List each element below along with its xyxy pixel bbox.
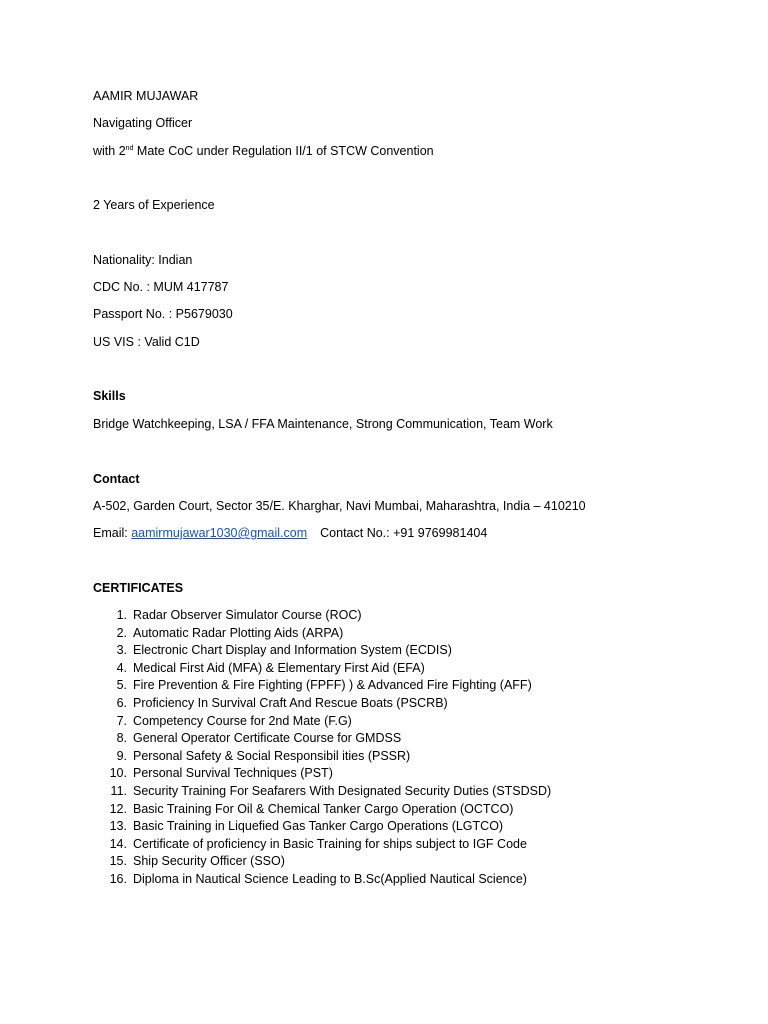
certificate-text: Diploma in Nautical Science Leading to B.Sc(Applied Nautical Science) [133, 871, 527, 886]
certificate-number: 4. [116, 660, 127, 675]
contact-address: A-502, Garden Court, Sector 35/E. Kharghar, Navi Mumbai, Maharashtra, India – 410210 [93, 499, 586, 513]
certificate-number: 2. [116, 625, 127, 640]
certificate-text: Certificate of proficiency in Basic Training for ships subject to IGF Code [133, 836, 527, 851]
certificate-text: Basic Training For Oil & Chemical Tanker Cargo Operation (OCTCO) [133, 801, 514, 816]
passport-number: Passport No. : P5679030 [93, 307, 233, 321]
candidate-role: Navigating Officer [93, 116, 193, 130]
certificate-number: 1. [116, 608, 127, 622]
contact-line [93, 525, 487, 541]
certificate-item [93, 801, 551, 819]
coc-superscript: nd [125, 144, 134, 152]
certificate-number: 5. [116, 678, 127, 693]
certificate-number: 15. [109, 854, 127, 869]
certificates-list [93, 607, 551, 889]
certificate-number: 16. [109, 871, 127, 886]
visa-status: US VIS : Valid C1D [93, 335, 200, 349]
certificate-item [93, 818, 551, 836]
certificate-text: Security Training For Seafarers With Designated Security Duties (STSDSD) [133, 783, 552, 798]
candidate-name: AAMIR MUJAWAR [93, 89, 199, 103]
nationality: Nationality: Indian [93, 253, 193, 267]
certificate-text: Personal Survival Techniques (PST) [133, 766, 333, 781]
certificate-item [93, 871, 551, 889]
certificate-number: 8. [116, 731, 127, 746]
certificate-text: General Operator Certificate Course for GMDSS [133, 731, 402, 746]
certificate-number: 9. [116, 748, 127, 763]
certificate-text: Basic Training in Liquefied Gas Tanker Cargo Operations (LGTCO) [133, 819, 504, 834]
certificate-number: 6. [116, 695, 127, 710]
skills-heading: Skills [93, 389, 126, 403]
certificate-text: Medical First Aid (MFA) & Elementary First Aid (EFA) [133, 660, 425, 675]
certificate-text: Fire Prevention & Fire Fighting (FPFF) ) & Advanced Fire Fighting (AFF) [133, 678, 532, 693]
cdc-number: CDC No. : MUM 417787 [93, 280, 229, 294]
certificate-number: 7. [116, 713, 127, 728]
certificate-item [93, 730, 551, 748]
certificate-item [93, 783, 551, 801]
certificate-text: Radar Observer Simulator Course (ROC) [133, 608, 362, 622]
certificate-item [93, 748, 551, 766]
certificate-number: 10. [109, 766, 127, 781]
experience: 2 Years of Experience [93, 198, 215, 212]
coc-prefix: with 2 [93, 144, 126, 158]
certificate-item [93, 625, 551, 643]
phone-number: Contact No.: +91 9769981404 [320, 526, 488, 540]
certificate-item [93, 642, 551, 660]
certificate-text: Ship Security Officer (SSO) [133, 854, 285, 869]
certificate-number: 3. [116, 643, 127, 658]
certificate-item [93, 607, 551, 625]
certificates-heading: CERTIFICATES [93, 581, 184, 595]
certificate-text: Electronic Chart Display and Information System (ECDIS) [133, 643, 452, 658]
certificate-text: Competency Course for 2nd Mate (F.G) [133, 713, 352, 728]
email-label: Email: [93, 526, 132, 540]
certificate-item [93, 853, 551, 871]
certificate-number: 11. [110, 783, 127, 798]
contact-heading: Contact [93, 472, 140, 486]
certificate-text: Personal Safety & Social Responsibil ities (PSSR) [133, 748, 411, 763]
certificate-item [93, 660, 551, 678]
certificate-item [93, 677, 551, 695]
certificate-item [93, 713, 551, 731]
certificate-item [93, 765, 551, 783]
certificate-number: 12. [109, 801, 127, 816]
coc-rest: Mate CoC under Regulation II/1 of STCW Convention [133, 144, 434, 158]
certificate-number: 13. [109, 819, 127, 834]
certificate-text: Proficiency In Survival Craft And Rescue Boats (PSCRB) [133, 695, 448, 710]
certificate-number: 14. [109, 836, 127, 851]
skills-text: Bridge Watchkeeping, LSA / FFA Maintenance, Strong Communication, Team Work [93, 417, 553, 431]
coc-line [93, 143, 434, 159]
certificate-item [93, 836, 551, 854]
email-link[interactable]: aamirmujawar1030@gmail.com [131, 526, 308, 540]
certificate-item [93, 695, 551, 713]
certificate-text: Automatic Radar Plotting Aids (ARPA) [133, 625, 344, 640]
